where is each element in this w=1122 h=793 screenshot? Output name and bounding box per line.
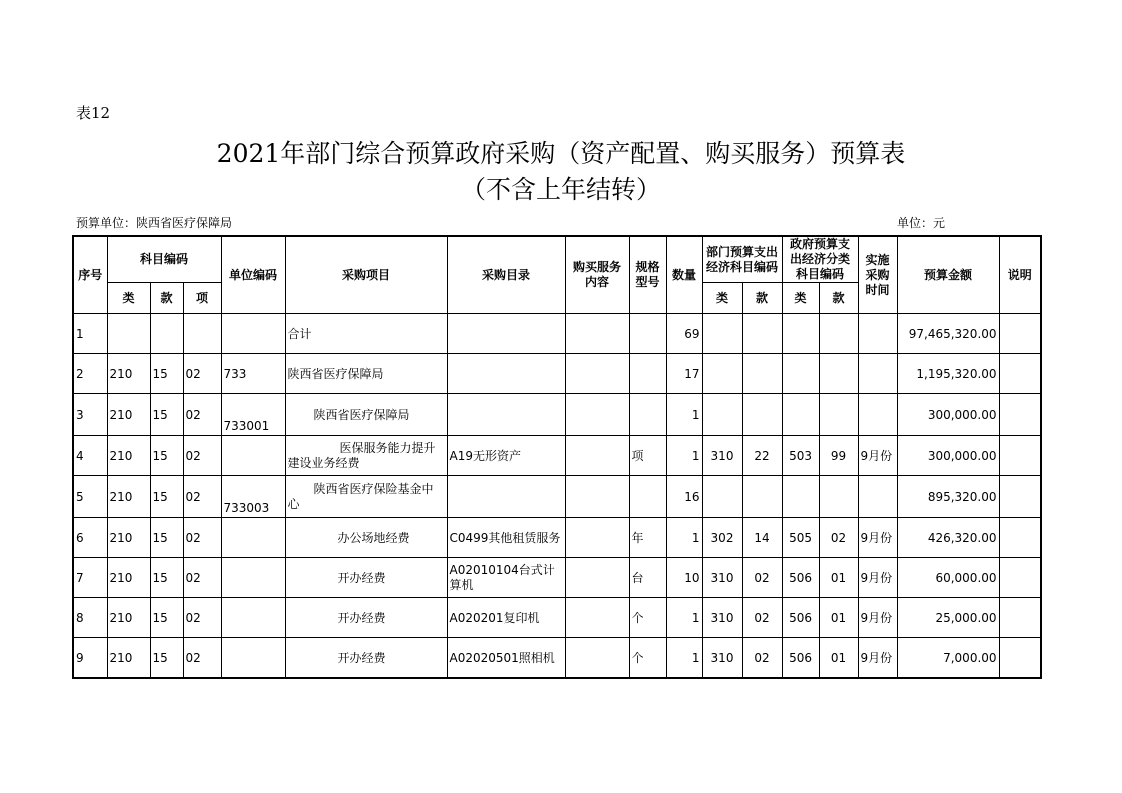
cell-gov-kuan	[819, 354, 858, 394]
cell-service	[565, 598, 629, 638]
cell-lei: 210	[107, 598, 150, 638]
cell-xiang: 02	[183, 518, 221, 558]
cell-lei: 210	[107, 354, 150, 394]
cell-project: 医保服务能力提升建设业务经费	[285, 436, 447, 476]
cell-seq: 8	[73, 598, 107, 638]
table-row	[73, 354, 1041, 394]
procurement-budget-table	[72, 235, 1042, 679]
table-row	[73, 394, 1041, 436]
header-xiang: 项	[183, 283, 221, 314]
cell-gov-kuan	[819, 476, 858, 518]
header-dept-kuan: 款	[742, 283, 782, 314]
cell-unit-code	[221, 518, 285, 558]
cell-gov-kuan	[819, 394, 858, 436]
cell-amount: 7,000.00	[897, 638, 999, 679]
cell-note	[999, 354, 1041, 394]
cell-dept-kuan	[742, 476, 782, 518]
cell-dept-kuan	[742, 394, 782, 436]
cell-project: 开办经费	[285, 638, 447, 679]
cell-dept-lei	[702, 394, 742, 436]
cell-dept-kuan: 22	[742, 436, 782, 476]
cell-unit-code: 733001	[221, 394, 285, 436]
cell-note	[999, 436, 1041, 476]
cell-lei: 210	[107, 476, 150, 518]
cell-unit-code	[221, 558, 285, 598]
cell-dept-lei: 310	[702, 558, 742, 598]
cell-spec	[629, 354, 666, 394]
header-spec: 规格型号	[629, 236, 666, 314]
header-service: 购买服务内容	[565, 236, 629, 314]
cell-dept-lei: 302	[702, 518, 742, 558]
cell-gov-kuan: 99	[819, 436, 858, 476]
cell-kuan: 15	[150, 598, 183, 638]
cell-project: 陕西省医疗保障局	[285, 394, 447, 436]
cell-catalog	[447, 394, 565, 436]
cell-xiang: 02	[183, 354, 221, 394]
cell-gov-lei: 506	[782, 638, 819, 679]
header-note: 说明	[999, 236, 1041, 314]
cell-unit-code: 733003	[221, 476, 285, 518]
cell-time	[858, 476, 897, 518]
cell-note	[999, 476, 1041, 518]
currency-unit-label: 单位：元	[897, 216, 946, 230]
cell-lei: 210	[107, 638, 150, 679]
cell-service	[565, 638, 629, 679]
cell-seq: 4	[73, 436, 107, 476]
cell-lei: 210	[107, 518, 150, 558]
cell-gov-kuan: 01	[819, 558, 858, 598]
cell-qty: 1	[666, 518, 702, 558]
cell-seq: 3	[73, 394, 107, 436]
cell-note	[999, 518, 1041, 558]
cell-unit-code	[221, 436, 285, 476]
cell-xiang: 02	[183, 394, 221, 436]
cell-dept-kuan: 14	[742, 518, 782, 558]
cell-unit-code: 733	[221, 354, 285, 394]
cell-seq: 7	[73, 558, 107, 598]
cell-kuan: 15	[150, 638, 183, 679]
cell-gov-kuan: 01	[819, 638, 858, 679]
cell-service	[565, 314, 629, 354]
cell-xiang: 02	[183, 558, 221, 598]
cell-lei: 210	[107, 558, 150, 598]
table-row	[73, 476, 1041, 518]
cell-service	[565, 394, 629, 436]
cell-qty: 10	[666, 558, 702, 598]
cell-dept-kuan	[742, 314, 782, 354]
cell-amount: 895,320.00	[897, 476, 999, 518]
cell-qty: 1	[666, 638, 702, 679]
header-project: 采购项目	[285, 236, 447, 314]
cell-lei	[107, 314, 150, 354]
cell-kuan: 15	[150, 476, 183, 518]
header-gov-lei: 类	[782, 283, 819, 314]
cell-dept-lei: 310	[702, 598, 742, 638]
cell-dept-lei: 310	[702, 638, 742, 679]
cell-time	[858, 354, 897, 394]
cell-catalog: A020201复印机	[447, 598, 565, 638]
cell-project: 陕西省医疗保障局	[285, 354, 447, 394]
cell-spec	[629, 476, 666, 518]
header-unit-code: 单位编码	[221, 236, 285, 314]
cell-seq: 6	[73, 518, 107, 558]
cell-qty: 16	[666, 476, 702, 518]
cell-spec	[629, 314, 666, 354]
cell-kuan: 15	[150, 354, 183, 394]
cell-gov-lei: 506	[782, 558, 819, 598]
cell-qty: 1	[666, 436, 702, 476]
cell-unit-code	[221, 638, 285, 679]
cell-qty: 1	[666, 598, 702, 638]
cell-service	[565, 436, 629, 476]
cell-xiang	[183, 314, 221, 354]
cell-gov-lei	[782, 476, 819, 518]
cell-time: 9月份	[858, 518, 897, 558]
cell-spec: 个	[629, 638, 666, 679]
budget-unit-label: 预算单位：陕西省医疗保障局	[76, 216, 233, 230]
cell-service	[565, 558, 629, 598]
cell-catalog: A19无形资产	[447, 436, 565, 476]
page-title: 2021年部门综合预算政府采购（资产配置、购买服务）预算表	[216, 139, 906, 168]
cell-qty: 17	[666, 354, 702, 394]
cell-gov-kuan	[819, 314, 858, 354]
cell-seq: 1	[73, 314, 107, 354]
cell-amount: 426,320.00	[897, 518, 999, 558]
cell-kuan: 15	[150, 518, 183, 558]
cell-amount: 1,195,320.00	[897, 354, 999, 394]
cell-time: 9月份	[858, 558, 897, 598]
header-lei: 类	[107, 283, 150, 314]
cell-dept-lei	[702, 354, 742, 394]
cell-note	[999, 314, 1041, 354]
cell-catalog	[447, 354, 565, 394]
header-gov-kuan: 款	[819, 283, 858, 314]
cell-spec: 台	[629, 558, 666, 598]
header-qty: 数量	[666, 236, 702, 314]
cell-note	[999, 598, 1041, 638]
cell-qty: 1	[666, 394, 702, 436]
cell-time: 9月份	[858, 436, 897, 476]
cell-qty: 69	[666, 314, 702, 354]
cell-xiang: 02	[183, 476, 221, 518]
cell-xiang: 02	[183, 598, 221, 638]
cell-spec: 年	[629, 518, 666, 558]
cell-catalog: A02020501照相机	[447, 638, 565, 679]
cell-seq: 2	[73, 354, 107, 394]
cell-kuan: 15	[150, 558, 183, 598]
table-row	[73, 518, 1041, 558]
cell-unit-code	[221, 314, 285, 354]
cell-xiang: 02	[183, 436, 221, 476]
cell-amount: 25,000.00	[897, 598, 999, 638]
header-subject-code: 科目编码	[107, 236, 221, 283]
cell-unit-code	[221, 598, 285, 638]
cell-gov-lei: 506	[782, 598, 819, 638]
table-row	[73, 558, 1041, 598]
cell-kuan: 15	[150, 394, 183, 436]
cell-seq: 5	[73, 476, 107, 518]
cell-service	[565, 518, 629, 558]
cell-gov-kuan: 01	[819, 598, 858, 638]
cell-catalog: C0499其他租赁服务	[447, 518, 565, 558]
cell-project: 开办经费	[285, 598, 447, 638]
cell-catalog	[447, 476, 565, 518]
header-gov-econ: 政府预算支出经济分类科目编码	[782, 236, 858, 283]
page-subtitle: （不含上年结转）	[460, 175, 661, 204]
table-number: 表12	[76, 104, 111, 122]
cell-time: 9月份	[858, 638, 897, 679]
cell-time	[858, 314, 897, 354]
cell-dept-kuan: 02	[742, 638, 782, 679]
cell-gov-lei: 505	[782, 518, 819, 558]
cell-spec: 项	[629, 436, 666, 476]
header-dept-econ: 部门预算支出经济科目编码	[702, 236, 782, 283]
cell-gov-kuan: 02	[819, 518, 858, 558]
cell-seq: 9	[73, 638, 107, 679]
cell-dept-kuan	[742, 354, 782, 394]
cell-dept-kuan: 02	[742, 558, 782, 598]
cell-gov-lei	[782, 314, 819, 354]
header-seq: 序号	[73, 236, 107, 314]
cell-service	[565, 354, 629, 394]
cell-lei: 210	[107, 436, 150, 476]
cell-dept-lei	[702, 314, 742, 354]
table-row	[73, 638, 1041, 679]
table-row	[73, 598, 1041, 638]
cell-dept-lei	[702, 476, 742, 518]
cell-amount: 300,000.00	[897, 436, 999, 476]
header-dept-lei: 类	[702, 283, 742, 314]
cell-project: 开办经费	[285, 558, 447, 598]
cell-gov-lei: 503	[782, 436, 819, 476]
cell-note	[999, 558, 1041, 598]
cell-lei: 210	[107, 394, 150, 436]
cell-project: 办公场地经费	[285, 518, 447, 558]
cell-catalog	[447, 314, 565, 354]
cell-service	[565, 476, 629, 518]
cell-project: 陕西省医疗保险基金中心	[285, 476, 447, 518]
cell-note	[999, 394, 1041, 436]
header-kuan: 款	[150, 283, 183, 314]
header-time: 实施采购时间	[858, 236, 897, 314]
cell-spec: 个	[629, 598, 666, 638]
cell-catalog: A02010104台式计算机	[447, 558, 565, 598]
cell-xiang: 02	[183, 638, 221, 679]
cell-dept-lei: 310	[702, 436, 742, 476]
cell-gov-lei	[782, 394, 819, 436]
cell-amount: 300,000.00	[897, 394, 999, 436]
cell-project: 合计	[285, 314, 447, 354]
cell-dept-kuan: 02	[742, 598, 782, 638]
table-row	[73, 314, 1041, 354]
cell-note	[999, 638, 1041, 679]
cell-kuan	[150, 314, 183, 354]
header-amount: 预算金额	[897, 236, 999, 314]
cell-time: 9月份	[858, 598, 897, 638]
cell-gov-lei	[782, 354, 819, 394]
cell-kuan: 15	[150, 436, 183, 476]
cell-amount: 97,465,320.00	[897, 314, 999, 354]
cell-time	[858, 394, 897, 436]
cell-spec	[629, 394, 666, 436]
cell-amount: 60,000.00	[897, 558, 999, 598]
table-row	[73, 436, 1041, 476]
header-catalog: 采购目录	[447, 236, 565, 314]
